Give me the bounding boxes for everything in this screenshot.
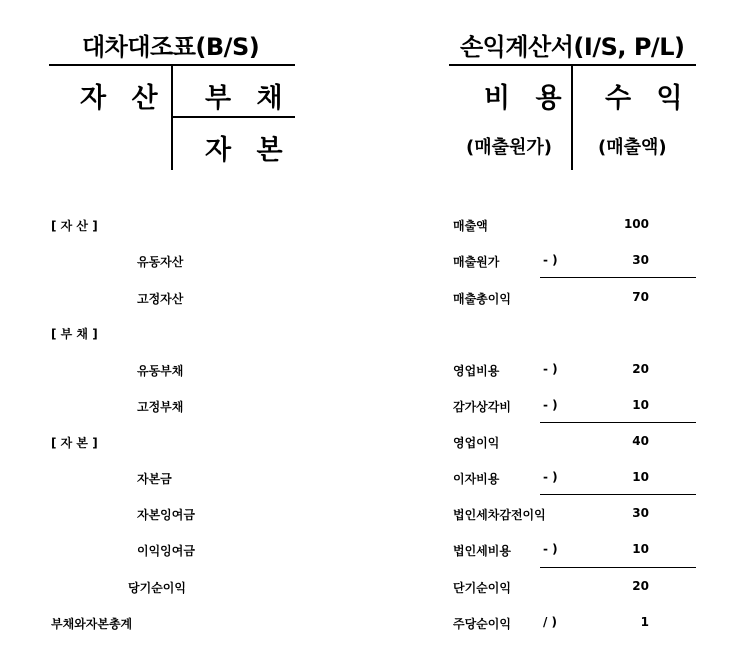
bs-equity: 자 본 xyxy=(205,135,291,166)
subtotal-line xyxy=(540,494,696,495)
right-item-value: 70 xyxy=(632,290,649,304)
right-item-label: 감가상각비 xyxy=(453,400,511,414)
subtotal-line xyxy=(540,422,696,423)
right-item-label: 매출총이익 xyxy=(453,292,511,306)
left-item: 고정부채 xyxy=(137,400,184,414)
is-title: 손익계산서(I/S, P/L) xyxy=(460,33,685,61)
bs-mid-line xyxy=(172,116,295,118)
left-section-liabilities: [ 부 채 ] xyxy=(51,327,98,341)
right-item-label: 단기순이익 xyxy=(453,581,511,595)
is-revenue-sub: (매출액) xyxy=(598,137,667,158)
left-section-assets: [ 자 산 ] xyxy=(51,219,98,233)
right-item-value: 40 xyxy=(632,434,649,448)
is-expense: 비 용 xyxy=(484,83,570,114)
is-divider xyxy=(571,65,573,170)
bs-liabilities: 부 채 xyxy=(205,83,291,114)
right-item-value: 10 xyxy=(632,470,649,484)
right-item-label: 영업이익 xyxy=(453,436,500,450)
right-item-value: 30 xyxy=(632,506,649,520)
left-item: 유동자산 xyxy=(137,255,184,269)
right-item-op: - ) xyxy=(543,362,558,376)
is-expense-sub: (매출원가) xyxy=(466,137,553,158)
left-item: 고정자산 xyxy=(137,292,184,306)
subtotal-line xyxy=(540,277,696,278)
right-item-op: / ) xyxy=(543,615,558,629)
right-item-label: 영업비용 xyxy=(453,364,500,378)
subtotal-line xyxy=(540,567,696,568)
right-item-value: 10 xyxy=(632,398,649,412)
right-item-op: - ) xyxy=(543,253,558,267)
right-item-label: 법인세비용 xyxy=(453,544,511,558)
right-item-label: 매출액 xyxy=(453,219,488,233)
left-item: 유동부채 xyxy=(137,364,184,378)
right-item-value: 30 xyxy=(632,253,649,267)
right-item-label: 이자비용 xyxy=(453,472,500,486)
left-item: 자본잉여금 xyxy=(137,508,195,522)
left-item: 이익잉여금 xyxy=(137,544,195,558)
bs-assets: 자 산 xyxy=(80,83,166,114)
right-item-value: 100 xyxy=(623,217,649,231)
right-item-value: 1 xyxy=(640,615,649,629)
right-item-value: 20 xyxy=(632,579,649,593)
right-item-label: 매출원가 xyxy=(453,255,500,269)
right-item-op: - ) xyxy=(543,542,558,556)
right-item-label: 주당순이익 xyxy=(453,617,511,631)
left-item: 자본금 xyxy=(137,472,172,486)
right-item-value: 20 xyxy=(632,362,649,376)
right-item-op: - ) xyxy=(543,470,558,484)
right-item-label: 법인세차감전이익 xyxy=(453,508,546,522)
right-item-value: 10 xyxy=(632,542,649,556)
is-revenue: 수 익 xyxy=(605,83,691,114)
left-total: 부채와자본총계 xyxy=(51,617,133,631)
bs-title: 대차대조표(B/S) xyxy=(82,33,260,61)
left-item: 당기순이익 xyxy=(128,581,186,595)
right-item-op: - ) xyxy=(543,398,558,412)
left-section-equity: [ 자 본 ] xyxy=(51,436,98,450)
